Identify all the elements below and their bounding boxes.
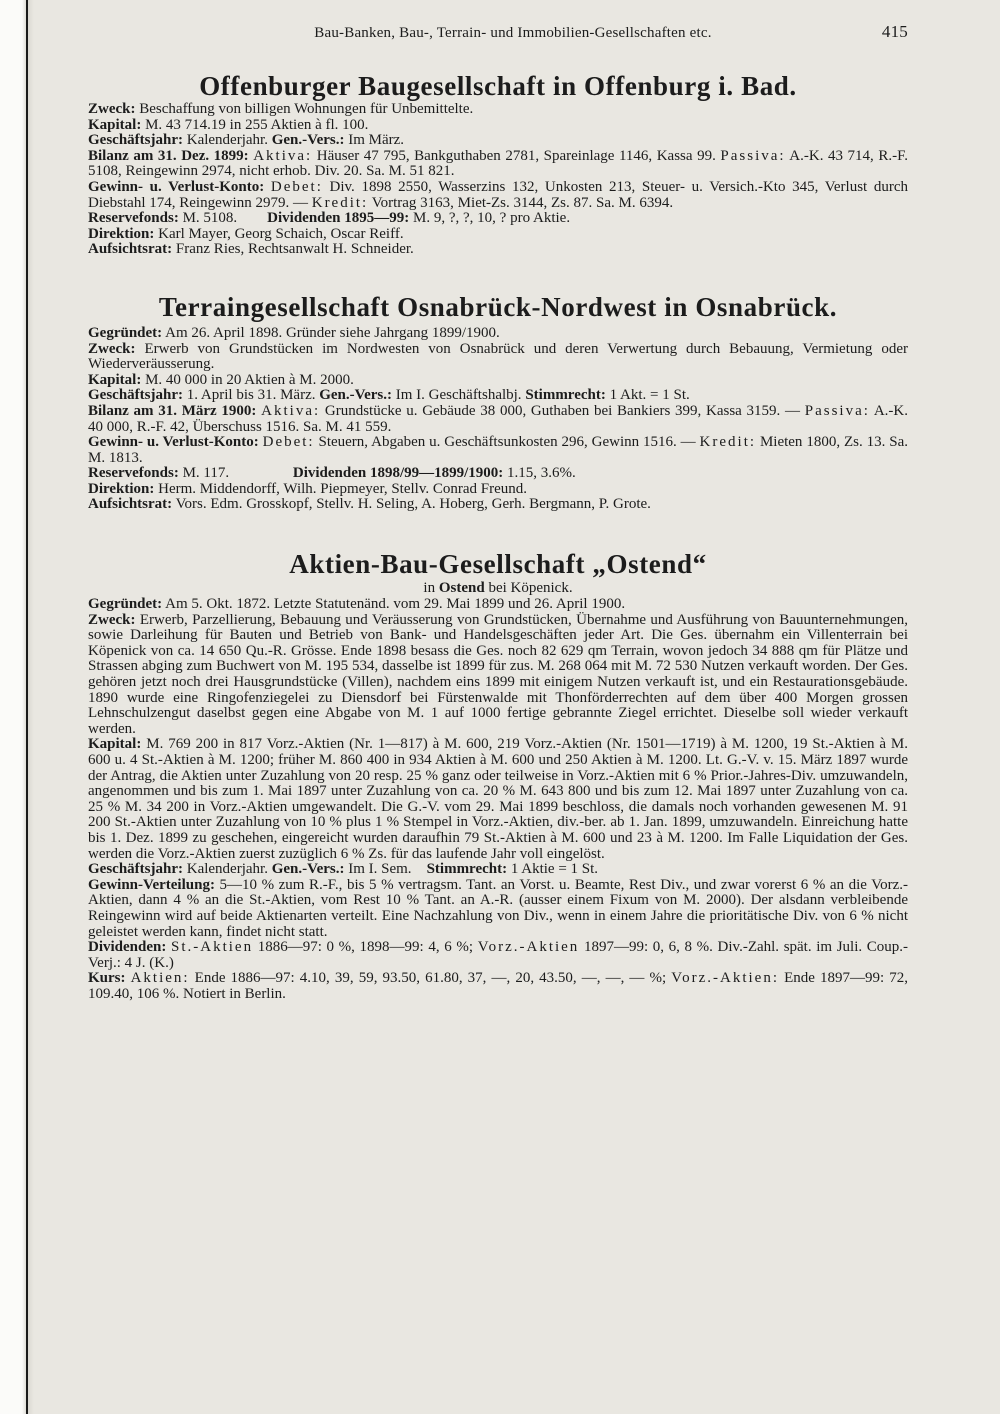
geschaeftsjahr-text: 1. April bis 31. März. [186,387,316,404]
bilanz-entry [88,149,908,180]
st-aktien-label: St.-Aktien [171,939,254,956]
binding-line [26,0,28,1414]
genvers-text: Im März. [348,132,405,149]
kredit-text: Mieten 1800, Zs. 13. Sa. M. 1813. [88,434,908,466]
bilanz-entry [88,404,908,435]
debet-text: Div. 1898 2550, Wasserzins 132, Unkosten 213, Steuer- u. Versich.-Kto 345, Verlust durch Diebstahl 174, Reingewinn 2979. — [88,178,909,211]
passiva-text: A.-K. 40 000, R.-F. 42, Überschuss 1516. Sa. M. 41 559. [88,402,908,435]
bilanz-label: Bilanz am 31. Dez. 1899: [88,147,249,164]
reservefonds-entry [88,211,908,227]
kapital-entry [88,118,908,134]
dividenden-entry [88,940,908,971]
direktion-text: Herm. Middendorff, Wilh. Piepmeyer, Stellv. Conrad Freund. [158,480,528,497]
subtitle-place: Ostend [438,580,485,597]
reservefonds-text: M. 117. [182,465,230,482]
kurs-entry [88,971,908,1002]
guv-entry [88,180,908,211]
dividenden-label: Dividenden 1898/99—1899/1900: [292,465,504,482]
kapital-label: Kapital: [88,736,142,753]
st-aktien-dividends: 1886—97: 0 %, 1898—99: 4, 6 %; [257,939,474,956]
vorz-aktien-label: Vorz.-Aktien [477,939,580,956]
kapital-label: Kapital: [88,116,142,133]
subtitle-suffix: bei Köpenick. [488,580,573,597]
section-subtitle [88,580,908,597]
aktiva-text: Häuser 47 795, Bankguthaben 2781, Spareinlage 1146, Kassa 99. [316,147,716,164]
bilanz-label: Bilanz am 31. März 1900: [88,402,257,419]
stimmrecht-label: Stimmrecht: [426,861,508,878]
genvers-text: Im I. Geschäftshalbj. [395,387,522,404]
section-ostend [88,548,908,1002]
zweck-entry [88,613,908,738]
geschaeftsjahr-text: Kalenderjahr. [186,861,268,878]
gewinnverteilung-text: 5—10 % zum R.-F., bis 5 % vertragsm. Tant. an Vorst. u. Beamte, Rest Div., und zwar vorerst 6 % an die Vorz.-Aktien, dann 4 % an die St.-Aktien, vom Rest 10 % Tant. an A.-R. (ausser einem Fixum von M. 2000). Der alsdann verbleibende Reingewinn wird auf beide Aktienarten verteilt. Eine Nachzahlung von Div., wenn in einem Jahre die prioritätische Div. von 6 % nicht geleistet werden kann, findet nicht statt. [88,876,909,940]
section-osnabrueck [88,291,908,513]
gegruendet-label: Gegründet: [88,596,163,613]
gegruendet-entry [88,326,908,342]
aufsichtsrat-text: Vors. Edm. Grosskopf, Stellv. H. Seling, A. Hoberg, Gerh. Bergmann, P. Grote. [175,496,651,513]
kapital-label: Kapital: [88,371,142,388]
direktion-entry [88,482,908,498]
aktien-label: Aktien: [130,970,190,987]
aufsichtsrat-label: Aufsichtsrat: [88,241,173,258]
reservefonds-label: Reservefonds: [88,465,179,482]
kredit-label: Kredit: [311,194,369,211]
aufsichtsrat-label: Aufsichtsrat: [88,496,173,513]
gewinnverteilung-label: Gewinn-Verteilung: [88,876,215,893]
direktion-label: Direktion: [88,225,155,242]
gegruendet-entry [88,597,908,613]
zweck-entry [88,102,908,118]
page-edge [0,0,34,1414]
kapital-text: M. 769 200 in 817 Vorz.-Aktien (Nr. 1—817) à M. 600, 219 Vorz.-Aktien (Nr. 1501—1719) à M. 1200, 19 St.-Aktien à M. 600 u. 4 St.-Aktien à M. 1200; früher M. 860 400 in 934 Aktien à M. 600 und 250 Aktien à M. 1200. Lt. G.-V. v. 15. März 1897 wurde der Antrag, die Aktien unter Zuzahlung von 20 resp. 25 % ganz oder teilweise in Vorz.-Aktien mit 6 % Prior.-Jahres-Div. umzuwandeln, angenommen und bis zum 1. Mai 1897 unter Zuzahlung von ca. 20 % M. 643 800 und bis zum 12. Mai 1897 unter Zuzahlung von ca. 25 % M. 34 200 in Vorz.-Aktien umgewandelt. Die G.-V. vom 29. Mai 1899 beschloss, die damals noch vorhanden gewesenen M. 91 200 St.-Aktien unter Zuzahlung von 10 % plus 1 % Stempel in Vorz.-Aktien, div.-ber. ab 1. Jan. 1899, umzuwandeln. Einreichung hatte bis 1. Dez. 1899 zu geschehen, eingereicht wurden daraufhin 79 St.-Aktien à M. 600 und 23 à M. 1200. Im Falle Liquidation der Ges. werden die Vorz.-Aktien zuerst zuzüglich 6 % Zs. für das laufende Jahr voll eingelöst. [88,736,908,862]
passiva-text: A.-K. 43 714, R.-F. 5108, Reingewinn 2974, nicht erhob. Div. 20. Sa. M. 51 821. [88,147,908,180]
aktiva-label: Aktiva: [261,402,321,419]
genvers-label: Gen.-Vers.: [319,387,393,404]
geschaeftsjahr-entry [88,133,908,149]
zweck-label: Zweck: [88,101,136,117]
kapital-text: M. 40 000 in 20 Aktien à M. 2000. [145,371,354,388]
aufsichtsrat-entry [88,497,908,513]
zweck-text: Beschaffung von billigen Wohnungen für Unbemittelte. [139,101,474,117]
stimmrecht-text: 1 Akt. = 1 St. [609,387,690,404]
stimmrecht-text: 1 Aktie = 1 St. [510,861,599,878]
zweck-text: Erwerb, Parzellierung, Bebauung und Veräusserung von Grundstücken, Übernahme und Ausführung von Bauunternehmungen, sowie Darleihung für Bauten und Betrieb von Bank- und Handelsgeschäften jeder Art. Die Ges. übernahm ein Villenterrain bei Köpenick von ca. 14 650 Qu.-R. Grösse. Ende 1898 besass die Ges. noch 82 629 qm Terrain, wovon jedoch 34 888 qm für Plätze und Strassen abging zum Buchwert von M. 195 534, dasselbe ist 1899 für zus. M. 268 064 mit M. 72 530 Nutzen verkauft worden. Der Ges. gehören jetzt noch drei Hausgrundstücke (Villen), nachdem eins 1899 mit einigem Nutzen verkauft ist, und ein Restaurationsgebäude. 1890 wurde eine Ringofenziegelei zu Diensdorf bei Fürstenwalde mit Thonförderrechten auf dem über 400 Morgen grossen Lehnschulzengut daselbst gegen eine Abgabe von M. 1 auf 1000 fertige gebrannte Ziegel errichtet. Dieselbe soll wieder verkauft werden. [88,611,908,737]
geschaeftsjahr-label: Geschäftsjahr: [88,387,183,404]
zweck-entry [88,342,908,373]
aufsichtsrat-entry [88,242,908,258]
genvers-label: Gen.-Vers.: [271,132,345,149]
gegruendet-text: Am 26. April 1898. Gründer siehe Jahrgang 1899/1900. [165,324,500,341]
aktiva-text: Grundstücke u. Gebäude 38 000, Guthaben bei Bankiers 399, Kassa 3159. — [324,402,801,419]
page-number: 415 [881,22,908,41]
geschaeftsjahr-label: Geschäftsjahr: [88,861,183,878]
gegruendet-label: Gegründet: [88,324,163,341]
direktion-label: Direktion: [88,480,155,497]
genvers-text: Im I. Sem. [348,861,412,878]
passiva-label: Passiva: [720,147,786,164]
section-title: Aktien-Bau-Gesellschaft „Ostend“ [289,549,707,580]
kurs-label: Kurs: [88,970,126,987]
debet-text: Steuern, Abgaben u. Geschäftsunkosten 296, Gewinn 1516. — [318,434,696,451]
reservefonds-label: Reservefonds: [88,210,179,227]
running-header [88,24,908,46]
running-head-text: Bau-Banken, Bau-, Terrain- und Immobilien-Gesellschaften etc. [314,25,712,41]
geschaeftsjahr-entry [88,388,908,404]
direktion-text: Karl Mayer, Georg Schaich, Oscar Reiff. [158,225,404,242]
section-offenburger [88,70,908,258]
kapital-text: M. 43 714.19 in 255 Aktien à fl. 100. [145,116,369,133]
stimmrecht-label: Stimmrecht: [525,387,606,404]
subtitle-prefix: in [423,580,436,597]
guv-entry [88,435,908,466]
kredit-text: Vortrag 3163, Miet-Zs. 3144, Zs. 87. Sa. M. 6394. [371,194,674,211]
zweck-label: Zweck: [88,340,136,357]
aktien-kurse: Ende 1886—97: 4.10, 39, 59, 93.50, 61.80, 37, —, 20, 43.50, —, —, — %; [194,970,667,987]
gegruendet-text: Am 5. Okt. 1872. Letzte Statutenänd. vom 29. Mai 1899 und 26. April 1900. [165,596,626,613]
zweck-text: Erwerb von Grundstücken im Nordwesten von Osnabrück und deren Verwertung durch Bebauung, Vermietung oder Wiederveräusserung. [88,340,908,373]
kredit-label: Kredit: [699,434,757,451]
reservefonds-entry [88,466,908,482]
aktiva-label: Aktiva: [253,147,313,164]
zweck-label: Zweck: [88,611,136,628]
direktion-entry [88,227,908,243]
section-title: Offenburger Baugesellschaft in Offenburg i. Bad. [199,71,797,101]
vorz-aktien-kurs-label: Vorz.-Aktien: [671,970,780,987]
gewinnverteilung-entry [88,878,908,940]
kapital-entry [88,737,908,862]
genvers-label: Gen.-Vers.: [271,861,345,878]
book-page [88,24,908,1003]
geschaeftsjahr-entry [88,862,908,878]
kapital-entry [88,373,908,389]
dividenden-label: Dividenden: [88,939,167,956]
reservefonds-text: M. 5108. [182,210,238,227]
vorz-aktien-dividends: 1897—99: 0, 6, 8 %. Div.-Zahl. spät. im Juli. Coup.-Verj.: 4 J. (K.) [88,939,909,971]
dividenden-label: Dividenden 1895—99: [267,210,410,227]
guv-label: Gewinn- u. Verlust-Konto: [88,178,265,195]
passiva-label: Passiva: [804,402,870,419]
debet-label: Debet: [262,434,315,451]
geschaeftsjahr-text: Kalenderjahr. [186,132,268,149]
geschaeftsjahr-label: Geschäftsjahr: [88,132,183,149]
vorz-aktien-kurse: Ende 1897—99: 72, 109.40, 106 %. Notiert in Berlin. [88,970,908,1002]
dividenden-text: M. 9, ?, ?, 10, ? pro Aktie. [413,210,571,227]
guv-label: Gewinn- u. Verlust-Konto: [88,434,259,451]
section-title: Terraingesellschaft Osnabrück-Nordwest in Osnabrück. [158,291,838,322]
debet-label: Debet: [270,178,323,195]
aufsichtsrat-text: Franz Ries, Rechtsanwalt H. Schneider. [175,241,414,258]
dividenden-text: 1.15, 3.6%. [507,465,576,482]
